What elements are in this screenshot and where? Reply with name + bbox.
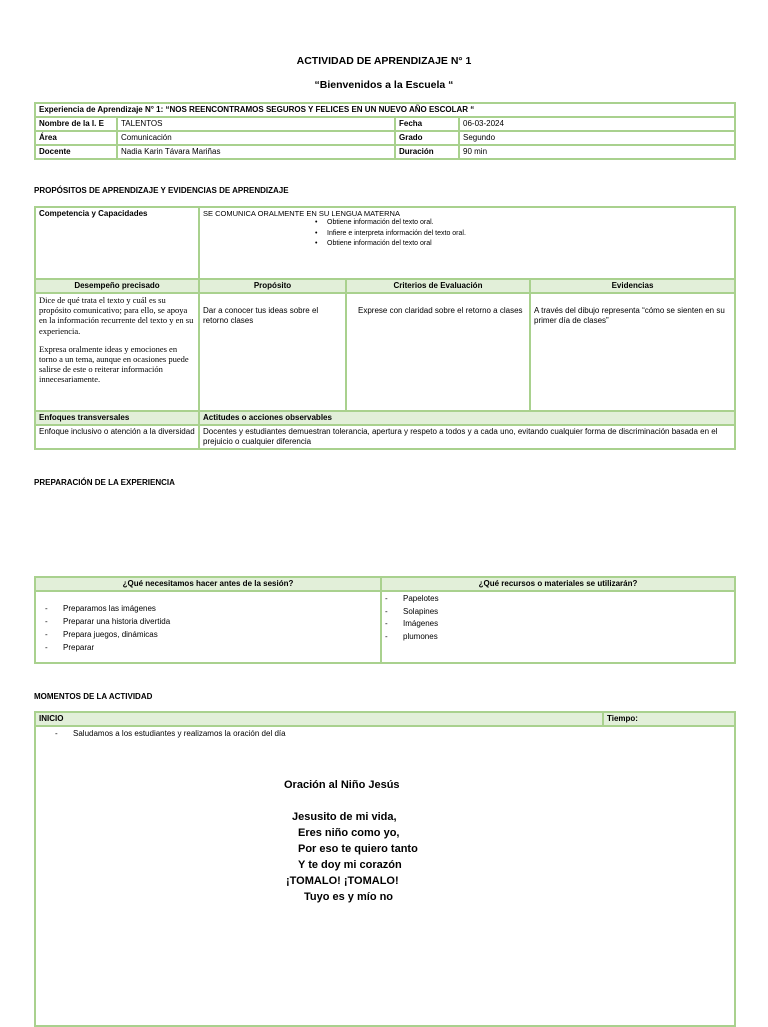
col-evidence: Evidencias <box>530 279 735 293</box>
table-row <box>35 279 735 293</box>
prayer-line: Por eso te quiero tanto <box>298 843 418 855</box>
date-value: 06-03-2024 <box>459 117 735 131</box>
table-row <box>35 207 735 279</box>
list-item: - Imágenes <box>379 618 731 631</box>
list-item: - Preparamos las imágenes <box>39 602 377 615</box>
preparation-heading: PREPARACIÓN DE LA EXPERIENCIA <box>34 478 175 487</box>
list-item: - Preparar una historia divertida <box>39 615 377 628</box>
table-row <box>35 131 735 145</box>
list-item: - Papelotes <box>379 593 731 606</box>
prayer-line: Tuyo es y mío no <box>304 891 394 903</box>
date-label: Fecha <box>395 117 459 131</box>
purposes-heading: PROPÓSITOS DE APRENDIZAJE Y EVIDENCIAS DE APRENDIZAJE <box>34 186 289 195</box>
inicio-label: INICIO <box>35 712 603 726</box>
col-purpose: Propósito <box>199 279 346 293</box>
duration-label: Duración <box>395 145 459 159</box>
table-row <box>35 591 735 663</box>
document-subtitle: “Bienvenidos a la Escuela “ <box>314 79 454 91</box>
table-row <box>35 145 735 159</box>
table-row <box>35 577 735 591</box>
grade-label: Grado <box>395 131 459 145</box>
time-label: Tiempo: <box>603 712 735 726</box>
list-item: • Obtiene información del texto oral. <box>315 218 731 228</box>
ie-value: TALENTOS <box>117 117 395 131</box>
prayer-line: ¡TOMALO! ¡TOMALO! <box>286 875 399 887</box>
performance-2: Expresa oralmente ideas y emociones en torno a un tema, aunque en ocasiones puede salirse de este o reiterar información innecesariamente. <box>39 343 189 385</box>
performance-1: Dice de qué trata el texto y cuál es su propósito comunicativo; para ello, se apoya en la información recurrente del texto y en su experiencia. <box>39 295 194 336</box>
inicio-cell <box>35 726 735 1026</box>
moments-table <box>34 711 736 1027</box>
performance-cell <box>35 293 199 411</box>
list-item: - Solapines <box>379 606 731 619</box>
col-before: ¿Qué necesitamos hacer antes de la sesión? <box>35 577 381 591</box>
approach-value: Enfoque inclusivo o atención a la diversidad <box>35 425 199 449</box>
before-cell <box>35 591 381 663</box>
experience-title: Experiencia de Aprendizaje N° 1: “NOS REENCONTRAMOS SEGUROS Y FELICES EN UN NUEVO AÑO ESCOLAR “ <box>35 103 735 117</box>
table-row <box>35 425 735 449</box>
competence-title: SE COMUNICA ORALMENTE EN SU LENGUA MATERNA <box>203 209 400 218</box>
capacities-list <box>315 218 731 248</box>
area-value: Comunicación <box>117 131 395 145</box>
info-table <box>34 102 736 160</box>
list-item: • Infiere e interpreta información del texto oral. <box>315 229 731 239</box>
duration-value: 90 min <box>459 145 735 159</box>
evidence-value: A través del dibujo representa “cómo se sienten en su primer día de clases” <box>530 293 735 411</box>
attitudes-value: Docentes y estudiantes demuestran tolerancia, apertura y respeto a todos y a cada uno, evitando cualquier forma de discriminación basada en el prejuicio o cualquier diferencia <box>199 425 735 449</box>
preparation-table <box>34 576 736 664</box>
competence-cell <box>199 207 735 279</box>
table-row <box>35 411 735 425</box>
prayer-title: Oración al Niño Jesús <box>284 779 400 791</box>
before-list <box>39 602 377 654</box>
table-row <box>35 726 735 1026</box>
ie-label: Nombre de la I. E <box>35 117 117 131</box>
attitudes-label: Actitudes o acciones observables <box>199 411 735 425</box>
list-item: - Prepara juegos, dinámicas <box>39 628 377 641</box>
list-item: - plumones <box>379 631 731 644</box>
col-performance: Desempeño precisado <box>35 279 199 293</box>
document-title: ACTIVIDAD DE APRENDIZAJE N° 1 <box>296 55 472 67</box>
purposes-table <box>34 206 736 450</box>
table-row <box>35 103 735 117</box>
criteria-value: Exprese con claridad sobre el retorno a clases <box>346 293 530 411</box>
approach-label: Enfoques transversales <box>35 411 199 425</box>
list-item: - Saludamos a los estudiantes y realizamos la oración del día <box>49 728 731 740</box>
purpose-value: Dar a conocer tus ideas sobre el retorno clases <box>199 293 346 411</box>
resources-cell <box>381 591 735 663</box>
list-item: • Obtiene información del texto oral <box>315 239 731 249</box>
list-item: - Preparar <box>39 641 377 654</box>
teacher-label: Docente <box>35 145 117 159</box>
table-row <box>35 117 735 131</box>
teacher-value: Nadia Karin Távara Mariñas <box>117 145 395 159</box>
inicio-list <box>49 728 731 740</box>
col-criteria: Criterios de Evaluación <box>346 279 530 293</box>
competence-label: Competencia y Capacidades <box>35 207 199 279</box>
area-label: Área <box>35 131 117 145</box>
col-resources: ¿Qué recursos o materiales se utilizarán? <box>381 577 735 591</box>
prayer-line: Eres niño como yo, <box>298 827 400 839</box>
table-row <box>35 293 735 411</box>
moments-heading: MOMENTOS DE LA ACTIVIDAD <box>34 692 153 701</box>
prayer-text <box>286 809 418 905</box>
resources-list <box>379 593 731 643</box>
prayer-line: Jesusito de mi vida, <box>292 811 397 823</box>
prayer-line: Y te doy mi corazón <box>298 859 402 871</box>
table-row <box>35 712 735 726</box>
grade-value: Segundo <box>459 131 735 145</box>
